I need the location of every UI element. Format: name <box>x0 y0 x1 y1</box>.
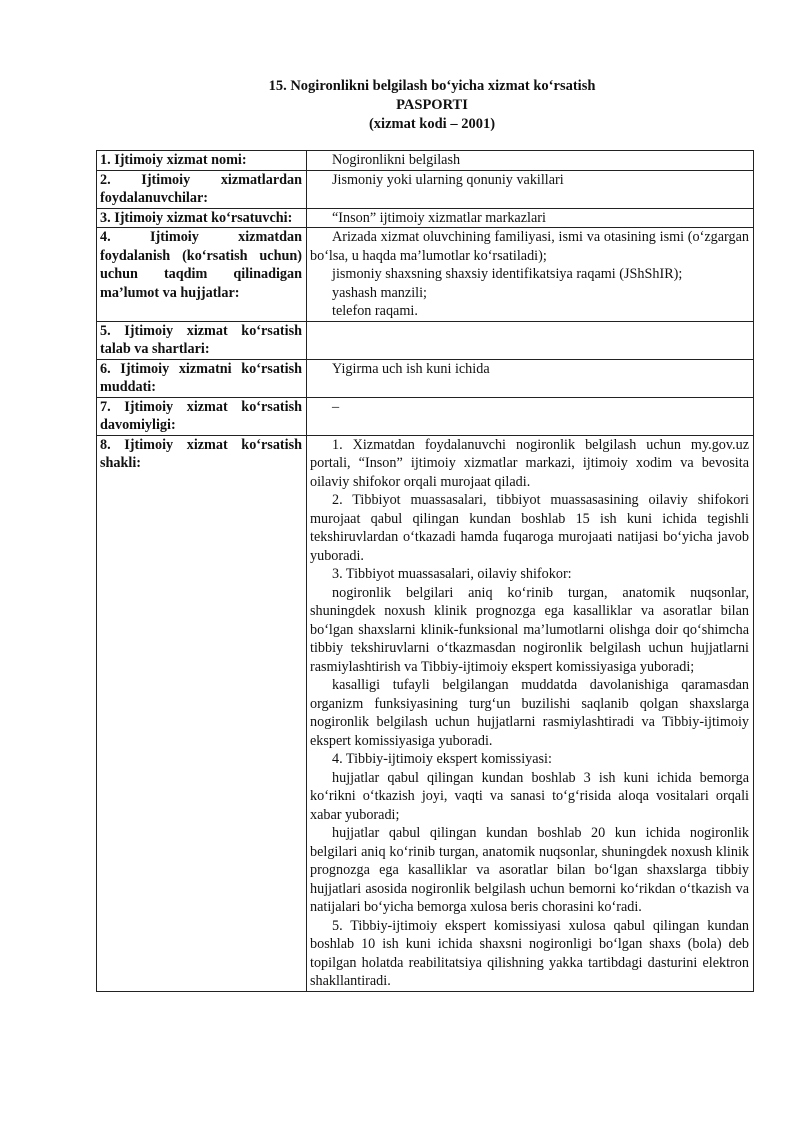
row-value-text: Jismoniy yoki ularning qonuniy vakillari <box>332 171 564 188</box>
row-paragraph: 1. Xizmatdan foydalanuvchi nogironlik belgilash uchun my.gov.uz portali, “Inson” ijtimoiy xizmatlar markazi, ijtimoiy xodim va bevosita oilaviy shifokor orqali murojaat qiladi. <box>310 436 749 490</box>
row-paragraph: 5. Tibbiy-ijtimoiy ekspert komissiyasi xulosa qabul qilingan kundan boshlab 10 ish kuni ichida shaxsni nogironligi bo‘lgan shaxs (bola) deb topilgan holatda reabilitatsiya qilishning yakka tartibdagi dasturini elektron shakllantiradi. <box>310 917 749 989</box>
row-value <box>307 359 754 397</box>
table-row <box>97 151 754 171</box>
row-paragraph: 3. Tibbiyot muassasalari, oilaviy shifokor: <box>332 566 572 582</box>
row-paragraph: kasalligi tufayli belgilangan muddatda davolanishiga qaramasdan organizm funksiyasining turg‘un buzilishi saqlanib qolgan shaxslarga nogironlik belgilash uchun hujjatlarni rasmiylashtiradi va Tibbiy-ijtimoiy ekspert komissiyasiga yuboradi. <box>310 677 749 749</box>
row-label: 8. Ijtimoiy xizmat ko‘rsatish shakli: <box>97 435 307 991</box>
table-row <box>97 435 754 991</box>
row-value <box>307 435 754 991</box>
row-value-text: Nogironlikni belgilash <box>332 152 461 168</box>
row-value <box>307 170 754 208</box>
heading-title: 15. Nogironlikni belgilash bo‘yicha xizmat ko‘rsatish <box>268 78 596 94</box>
row-label: 3. Ijtimoiy xizmat ko‘rsatuvchi: <box>97 208 307 228</box>
table-row <box>97 170 754 208</box>
table-row <box>97 228 754 322</box>
row-paragraph: Arizada xizmat oluvchining familiyasi, ismi va otasining ismi (o‘zgargan bo‘lsa, u haqda ma’lumotlar ko‘rsatiladi); <box>310 229 749 264</box>
table-row <box>97 208 754 228</box>
row-paragraph: 4. Tibbiy-ijtimoiy ekspert komissiyasi: <box>332 751 552 767</box>
row-value <box>307 321 754 359</box>
row-paragraph: hujjatlar qabul qilingan kundan boshlab 3 ish kuni ichida bemorga ko‘rikni o‘tkazish joyi, vaqti va sanasi to‘g‘risida aloqa vositalari orqali xabar yuboradi; <box>310 769 749 823</box>
row-value-text: Yigirma uch ish kuni ichida <box>332 360 490 377</box>
row-paragraph: telefon raqami. <box>332 303 418 319</box>
row-label: 7. Ijtimoiy xizmat ko‘rsatish davomiyligi: <box>97 397 307 435</box>
row-label: 4. Ijtimoiy xizmatdan foydalanish (ko‘rsatish uchun) uchun taqdim qilinadigan ma’lumot va hujjatlar: <box>97 228 307 322</box>
row-paragraph: jismoniy shaxsning shaxsiy identifikatsiya raqami (JShShIR); <box>332 266 683 282</box>
passport-table <box>96 150 754 992</box>
row-label: 5. Ijtimoiy xizmat ko‘rsatish talab va shartlari: <box>97 321 307 359</box>
table-row <box>97 321 754 359</box>
heading-subtitle: PASPORTI <box>396 97 468 113</box>
row-value-text: – <box>332 398 340 415</box>
row-paragraph: hujjatlar qabul qilingan kundan boshlab 20 kun ichida nogironlik belgilari aniq ko‘rinib turgan, anatomik nuqsonlar, shuningdek noxush klinik prognozga ega kasalliklar va asoratlar bilan bo‘lgan shaxslarga tibbiy hujjatlari asosida nogironlik belgilash uchun bemorni ko‘rikdan o‘tkazish va natijalari bo‘yicha bemorga xulosa beris chorasini ko‘radi. <box>310 825 749 915</box>
row-value <box>307 151 754 171</box>
row-paragraph: yashash manzili; <box>332 284 427 301</box>
row-paragraph: 2. Tibbiyot muassasalari, tibbiyot muassasasining oilaviy shifokori murojaat qabul qilingan kundan boshlab 15 ish kuni ichida tegishli tekshiruvlardan o‘tkazadi hamda fuqaroga murojaati natijasi bo‘yicha javob yuboradi. <box>310 492 749 564</box>
row-label: 6. Ijtimoiy xizmatni ko‘rsatish muddati: <box>97 359 307 397</box>
table-row <box>97 397 754 435</box>
heading-service-code: (xizmat kodi – 2001) <box>368 116 496 132</box>
document-heading <box>0 77 800 134</box>
row-value <box>307 228 754 322</box>
table-row <box>97 359 754 397</box>
row-value-text: “Inson” ijtimoiy xizmatlar markazlari <box>332 209 546 226</box>
row-value <box>307 208 754 228</box>
row-label: 2. Ijtimoiy xizmatlardan foydalanuvchilar: <box>97 170 307 208</box>
row-value <box>307 397 754 435</box>
row-paragraph: nogironlik belgilari aniq ko‘rinib turgan, anatomik nuqsonlar, shuningdek noxush klinik prognozga ega kasalliklar va asoratlar bilan bo‘lgan shaxslarni klinik-funksional ma’lumotlarni olishga doir qo‘shimcha tibbiy tekshiruvlarni o‘tkazmasdan nogironlik belgilash uchun hujjatlarni rasmiylashtirish va Tibbiy-ijtimoiy ekspert komissiyasiga yuboradi; <box>310 584 749 675</box>
row-label: 1. Ijtimoiy xizmat nomi: <box>97 151 307 171</box>
